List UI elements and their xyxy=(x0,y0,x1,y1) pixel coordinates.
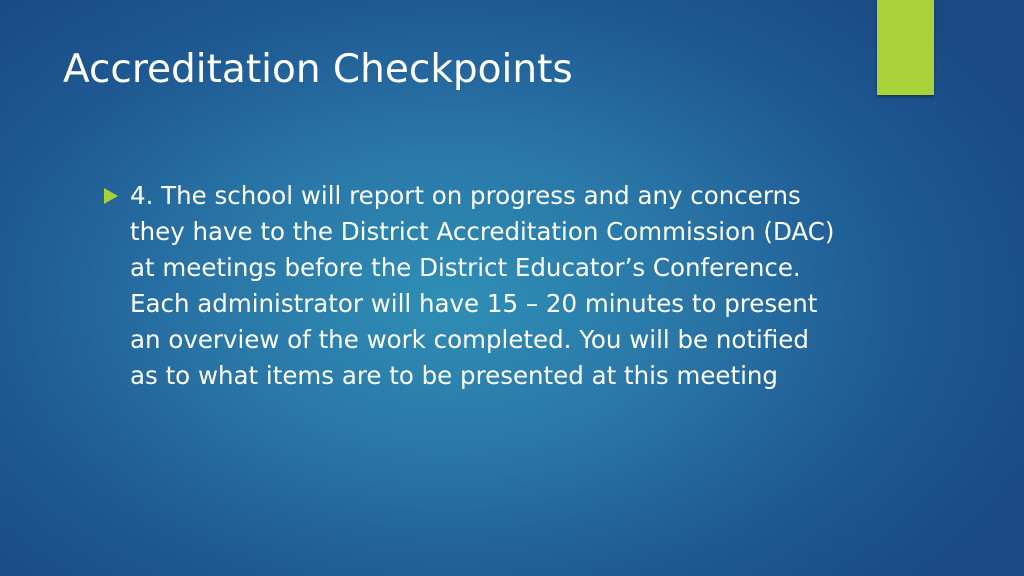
bullet-text: 4. The school will report on progress and any concerns they have to the District Accreditation Commission (DAC) at meetings before the District Educator’s Conference. Each administrator will have 15 – 20 minutes to present an overview of the work completed. You will be notified as to what items are to be presented at this meeting xyxy=(130,181,835,390)
accent-bar xyxy=(877,0,934,95)
triangle-bullet-icon xyxy=(104,188,118,204)
bullet-item xyxy=(104,178,844,394)
slide-title: Accreditation Checkpoints xyxy=(63,47,573,92)
slide-content xyxy=(104,178,844,394)
